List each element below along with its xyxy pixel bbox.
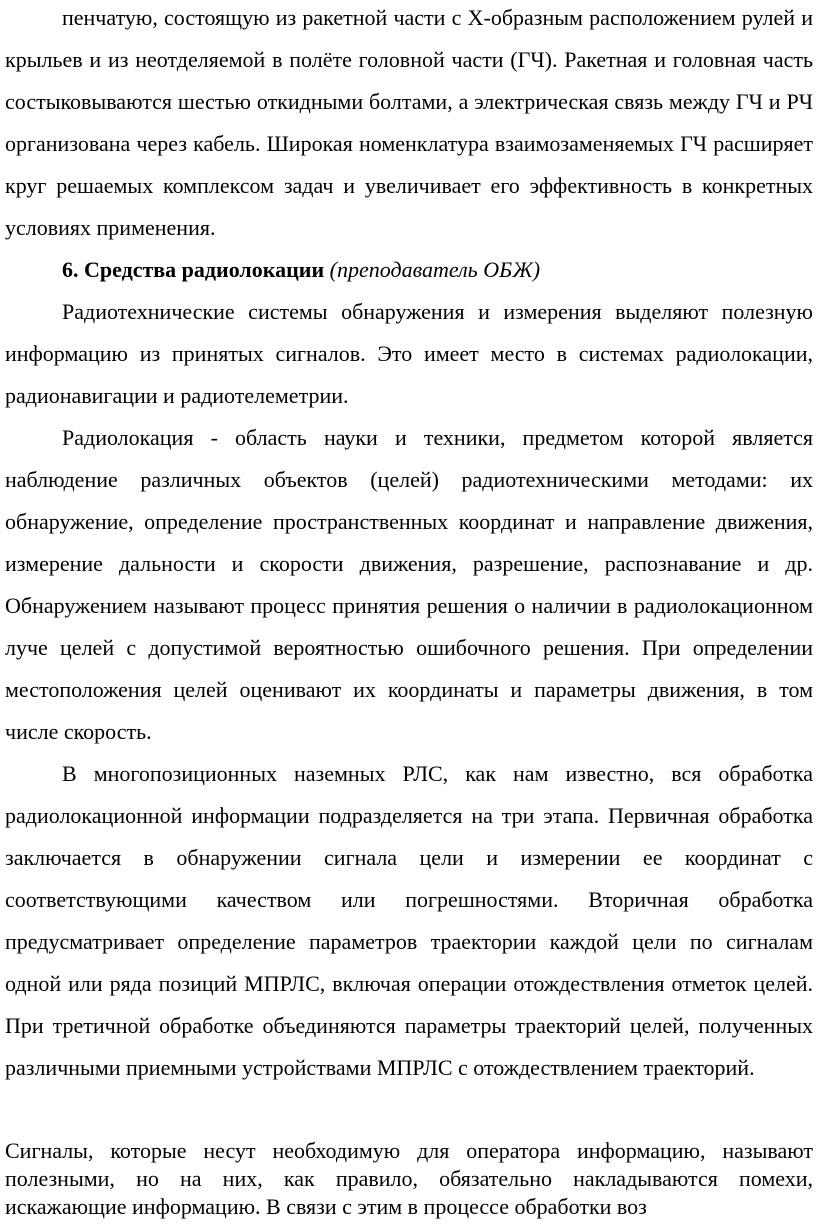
- paragraph-missile-description: пенчатую, состоящую из ракетной части с Х-образным расположением рулей и крыльев и из неотделяемой в полёте головной части (ГЧ). Ракетная и головная часть состыковываются шестью откидными болтами, а электрическая связь между ГЧ и РЧ организована через кабель. Широкая номенклатура взаимозаменяемых ГЧ расширяет круг решаемых комплексом задач и увеличивает его эффективность в конкретных условиях применения.: [5, 5, 813, 240]
- paragraph-processing-stages: В многопозиционных наземных РЛС, как нам известно, вся обработка радиолокационной информации подразделяется на три этапа. Первичная обработка заключается в обнаружении сигнала цели и измерении ее координат с соответствующими качеством или погрешностями. Вторичная обработка предусматривает определение параметров траектории каждой цели по сигналам одной или ряда позиций МПРЛС, включая операции отождествления отметок целей. При третичной обработке объединяются параметры траекторий целей, полученных различными приемными устройствами МПРЛС с отождествлением траекторий.: [5, 761, 813, 1080]
- section-heading-title: 6. Средства радиолокации: [62, 257, 325, 282]
- section-heading: [5, 249, 813, 291]
- paragraph-signals-noise: Сигналы, которые несут необходимую для оператора информацию, называют полезными, но на них, как правило, обязательно накладываются помехи, искажающие информацию. В связи с этим в процессе обработки воз: [5, 1138, 813, 1219]
- section-heading-author: (преподаватель ОБЖ): [329, 257, 541, 282]
- paragraph-radiotech-systems: Радиотехнические системы обнаружения и измерения выделяют полезную информацию из принятых сигналов. Это имеет место в системах радиолокации, радионавигации и радиотелеметрии.: [5, 299, 813, 408]
- paragraph-radiolocation-definition: Радиолокация - область науки и техники, предметом которой является наблюдение различных объектов (целей) радиотехническими методами: их обнаружение, определение пространственных координат и направление движения, измерение дальности и скорости движения, разрешение, распознавание и др. Обнаружением называют процесс принятия решения о наличии в радиолокационном луче целей с допустимой вероятностью ошибочного решения. При определении местоположения целей оценивают их координаты и параметры движения, в том числе скорость.: [5, 425, 813, 744]
